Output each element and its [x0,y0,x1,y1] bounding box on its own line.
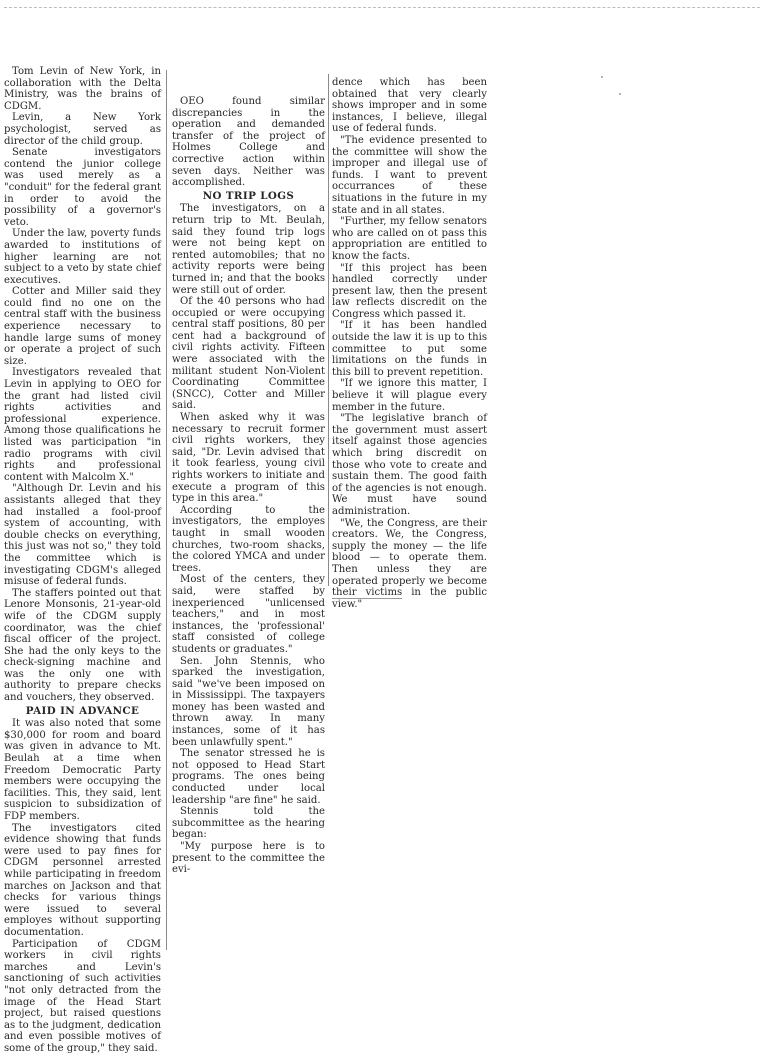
article-paragraph: When asked why it was necessary to recruit former civil rights workers, they said, "Dr. Levin advised that it took fearless, young civil rights workers to initiate and execute a program of this type in this area." [172,412,325,505]
article-paragraph: Of the 40 persons who had occupied or were occupying central staff positions, 80 per cent had a background of civil rights activity. Fifteen were associated with the militant student Non-Violent Coordinating Committee (SNCC), Cotter and Miller said. [172,296,325,412]
article-paragraph: "The evidence presented to the committee will show the improper and illegal use of funds. I want to prevent occurrances of these situations in the future in my state and in all states. [332,134,487,216]
article-paragraph: "We, the Congress, are their creators. We, the Congress, supply the money — the life blood — to operate them. Then unless they are operated properly we become their victims in the public view." [332,517,487,610]
article-paragraph: Tom Levin of New York, in collaboration with the Delta Ministry, was the brains of CDGM. [4,66,161,112]
article-paragraph: The senator stressed he is not opposed to Head Start programs. The ones being conducted under local leadership "are fine" he said. [172,748,325,806]
article-paragraph: Most of the centers, they said, were staffed by inexperienced "unlicensed teachers," and in most instances, the 'professional' staff consisted of college students or graduates." [172,574,325,655]
article-paragraph: "If this project has been handled correctly under present law, then the present law reflects discredit on the Congress which passed it. [332,262,487,320]
article-paragraph: "If we ignore this matter, I believe it will plague every member in the future. [332,378,487,413]
article-paragraph: OEO found similar discrepancies in the operation and demanded transfer of the project of Holmes College and corrective action within seven days. Neither was accomplished. [172,96,325,189]
article-paragraph: The investigators, on a return trip to Mt. Beulah, said they found trip logs were not being kept on rented automobiles; that no activity reports were being turned in; and that the books were still out of order. [172,203,325,296]
column-divider [166,70,167,950]
article-paragraph: Cotter and Miller said they could find no one on the central staff with the business experience necessary to handle large sums of money or operate a project of such size. [4,286,161,367]
article-paragraph: Stennis told the subcommittee as the hearing began: [172,806,325,841]
column-divider [328,74,329,586]
article-paragraph: It was also noted that some $30,000 for room and board was given in advance to Mt. Beulah at a time when Freedom Democratic Party members were occupying the facilities. This, they said, lent suspicion to subsidization of FDP members. [4,718,161,822]
section-subhead: NO TRIP LOGS [202,189,295,202]
article-paragraph: According to the investigators, the employes taught in small wooden churches, two-room shacks, the colored YMCA and under trees. [172,504,325,574]
article-paragraph: "If it has been handled outside the law it is up to this committee to put some limitations on the funds in this bill to prevent repetition. [332,320,487,378]
section-subhead: PAID IN ADVANCE [25,704,140,717]
article-paragraph: Levin, a New York psychologist, served as director of the child group. [4,112,161,147]
article-paragraph: "My purpose here is to present to the committee the evi- [172,841,325,876]
article-paragraph: Senate investigators contend the junior college was used merely as a "conduit" for the federal grant in order to avoid the possibility of a governor's veto. [4,147,161,228]
article-column-2 [172,96,325,876]
article-paragraph: "Further, my fellow senators who are called on ot pass this appropriation are entitled to know the facts. [332,216,487,262]
end-rule [332,598,402,599]
top-dashed-rule [4,7,760,8]
article-column-3 [332,77,487,610]
scan-speck [601,76,603,78]
article-paragraph: Investigators revealed that Levin in applying to OEO for the grant had listed civil rights activities and professional experience. Among those qualifications he listed was participation "in radio programs with civil rights and professional content with Malcolm X." [4,367,161,483]
article-column-1 [4,66,161,1054]
article-paragraph: "Although Dr. Levin and his assistants alleged that they had installed a fool-proof system of accounting, with double checks on everything, this just was not so," they told the committee which is investigating CDGM's alleged misuse of federal funds. [4,483,161,588]
article-paragraph: Under the law, poverty funds awarded to institutions of higher learning are not subject to a veto by state chief executives. [4,228,161,286]
article-paragraph: The staffers pointed out that Lenore Monsonis, 21-year-old wife of the CDGM supply coordinator, was the chief fiscal officer of the project. She had the only keys to the check-signing machine and was the only one with authority to prepare checks and vouchers, they observed. [4,587,161,704]
article-paragraph: dence which has been obtained that very clearly shows improper and in some instances, I believe, illegal use of federal funds. [332,77,487,135]
article-paragraph: Sen. John Stennis, who sparked the investigation, said "we've been imposed on in Mississippi. The taxpayers money has been wasted and thrown away. In many instances, some of it has been unlawfully spent." [172,655,325,748]
article-paragraph: "The legislative branch of the government must assert itself against those agencies which bring discredit on those who vote to create and sustain them. The good faith of the agencies is not enough. We must have sound administration. [332,413,487,517]
article-paragraph: Participation of CDGM workers in civil rights marches and Levin's sanctioning of such activities "not only detracted from the image of the Head Start project, but raised questions as to the judgment, dedication and even possible motives of some of the group," they said. [4,938,161,1054]
scan-speck [619,93,621,95]
article-paragraph: The investigators cited evidence showing that funds were used to pay fines for CDGM personnel arrested while participating in freedom marches on Jackson and that checks for various things were issued to several employes without supporting documentation. [4,822,161,938]
